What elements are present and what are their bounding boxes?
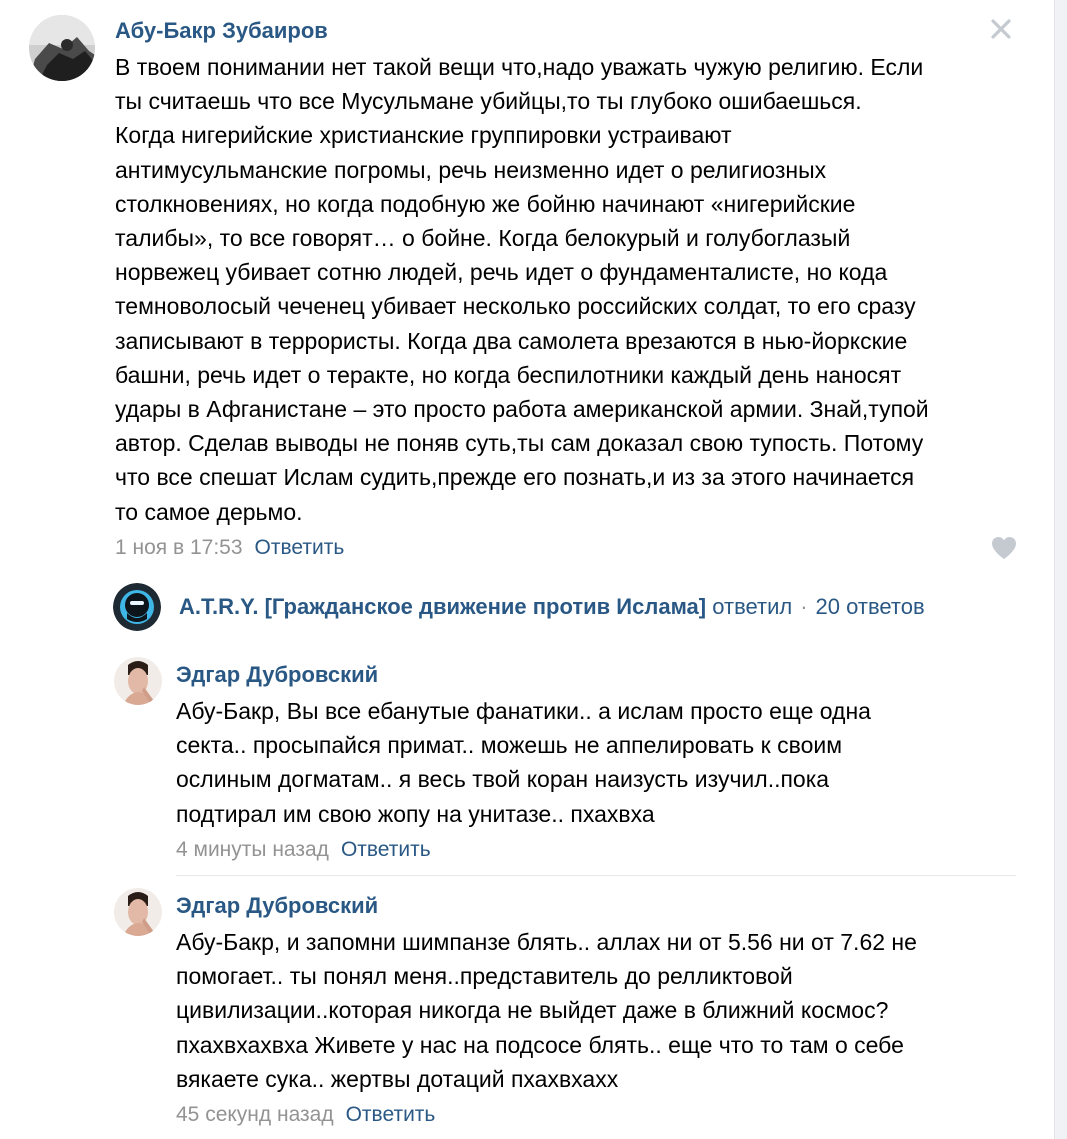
close-icon[interactable] [988,16,1014,42]
thread-text [179,593,925,621]
reply-button[interactable]: Ответить [254,536,345,559]
reply-date[interactable]: 45 секунд назад [176,1103,334,1126]
author-name[interactable]: Абу-Бакр Зубаиров [115,18,328,43]
replied-label: ответил [712,594,793,619]
reply-author-name[interactable]: Эдгар Дубровский [176,662,379,687]
scrollbar[interactable] [1054,0,1067,1139]
reply-author-name[interactable]: Эдгар Дубровский [176,893,379,918]
comment-date[interactable]: 1 ноя в 17:53 [115,536,243,559]
reply-button[interactable]: Ответить [340,838,431,861]
author-avatar[interactable] [29,15,95,81]
comment-text: В твоем понимании нет такой вещи что,надо уважать чужую религию. Если ты считаешь что все Мусульмане убийцы,то ты глубоко ошибаешься. Когда нигерийские христианские группировки устраивают антимусульманские погромы, речь неизменно идет о религиозных столкновениях, но когда подобную же бойню начинают «нигерийские талибы», то все говорят… о бойне. Когда белокурый и голубоглазый норвежец убивает сотню людей, речь идет о фундаменталисте, но кода темноволосый чеченец убивает несколько российских солдат, то его сразу записывают в террористы. Когда два самолета врезаются в нью-йоркские башни, речь идет о теракте, но когда беспилотники каждый день наносят удары в Афганистане – это просто работа американской армии. Знай,тупой автор. Сделав выводы не поняв суть,ты сам доказал свою тупость. Потому что все спешат Ислам судить,прежде его познать,и из за этого начинается то самое дерьмо. [115,54,929,525]
reply-text: Абу-Бакр, Вы все ебанутые фанатики.. а ислам просто еще одна секта.. просыпайся примат.. можешь не аппелировать к своим ослиным догматам.. я весь твой коран наизусть изучил..пока подтирал им свою жопу на унитазе.. пхахвха [176,698,871,827]
heart-icon[interactable] [990,535,1018,561]
group-name[interactable]: A.T.R.Y. [Гражданское движение против Ислама] [179,594,707,619]
comment-meta [115,534,344,562]
divider [176,875,1016,876]
reply-button[interactable]: Ответить [345,1103,436,1126]
answers-count-link[interactable]: 20 ответов [815,594,925,619]
reply-meta [176,1101,435,1129]
reply-text: Абу-Бакр, и запомни шимпанзе блять.. аллах ни от 5.56 ни от 7.62 не помогает.. ты понял меня..представитель до релликтовой цивилизации..которая никогда не выйдет даже в ближний космос? пхахвхахвха Живете у нас на подсосе блять.. еще что то там о себе вякаете сука.. жертвы дотаций пхахвхаxx [176,929,917,1092]
thread-summary[interactable] [113,583,1043,633]
reply-avatar[interactable] [114,657,162,705]
reply-date[interactable]: 4 минуты назад [176,838,329,861]
reply-meta [176,836,431,864]
reply-avatar[interactable] [114,888,162,936]
separator-dot: · [800,594,808,619]
group-avatar[interactable] [113,583,161,631]
